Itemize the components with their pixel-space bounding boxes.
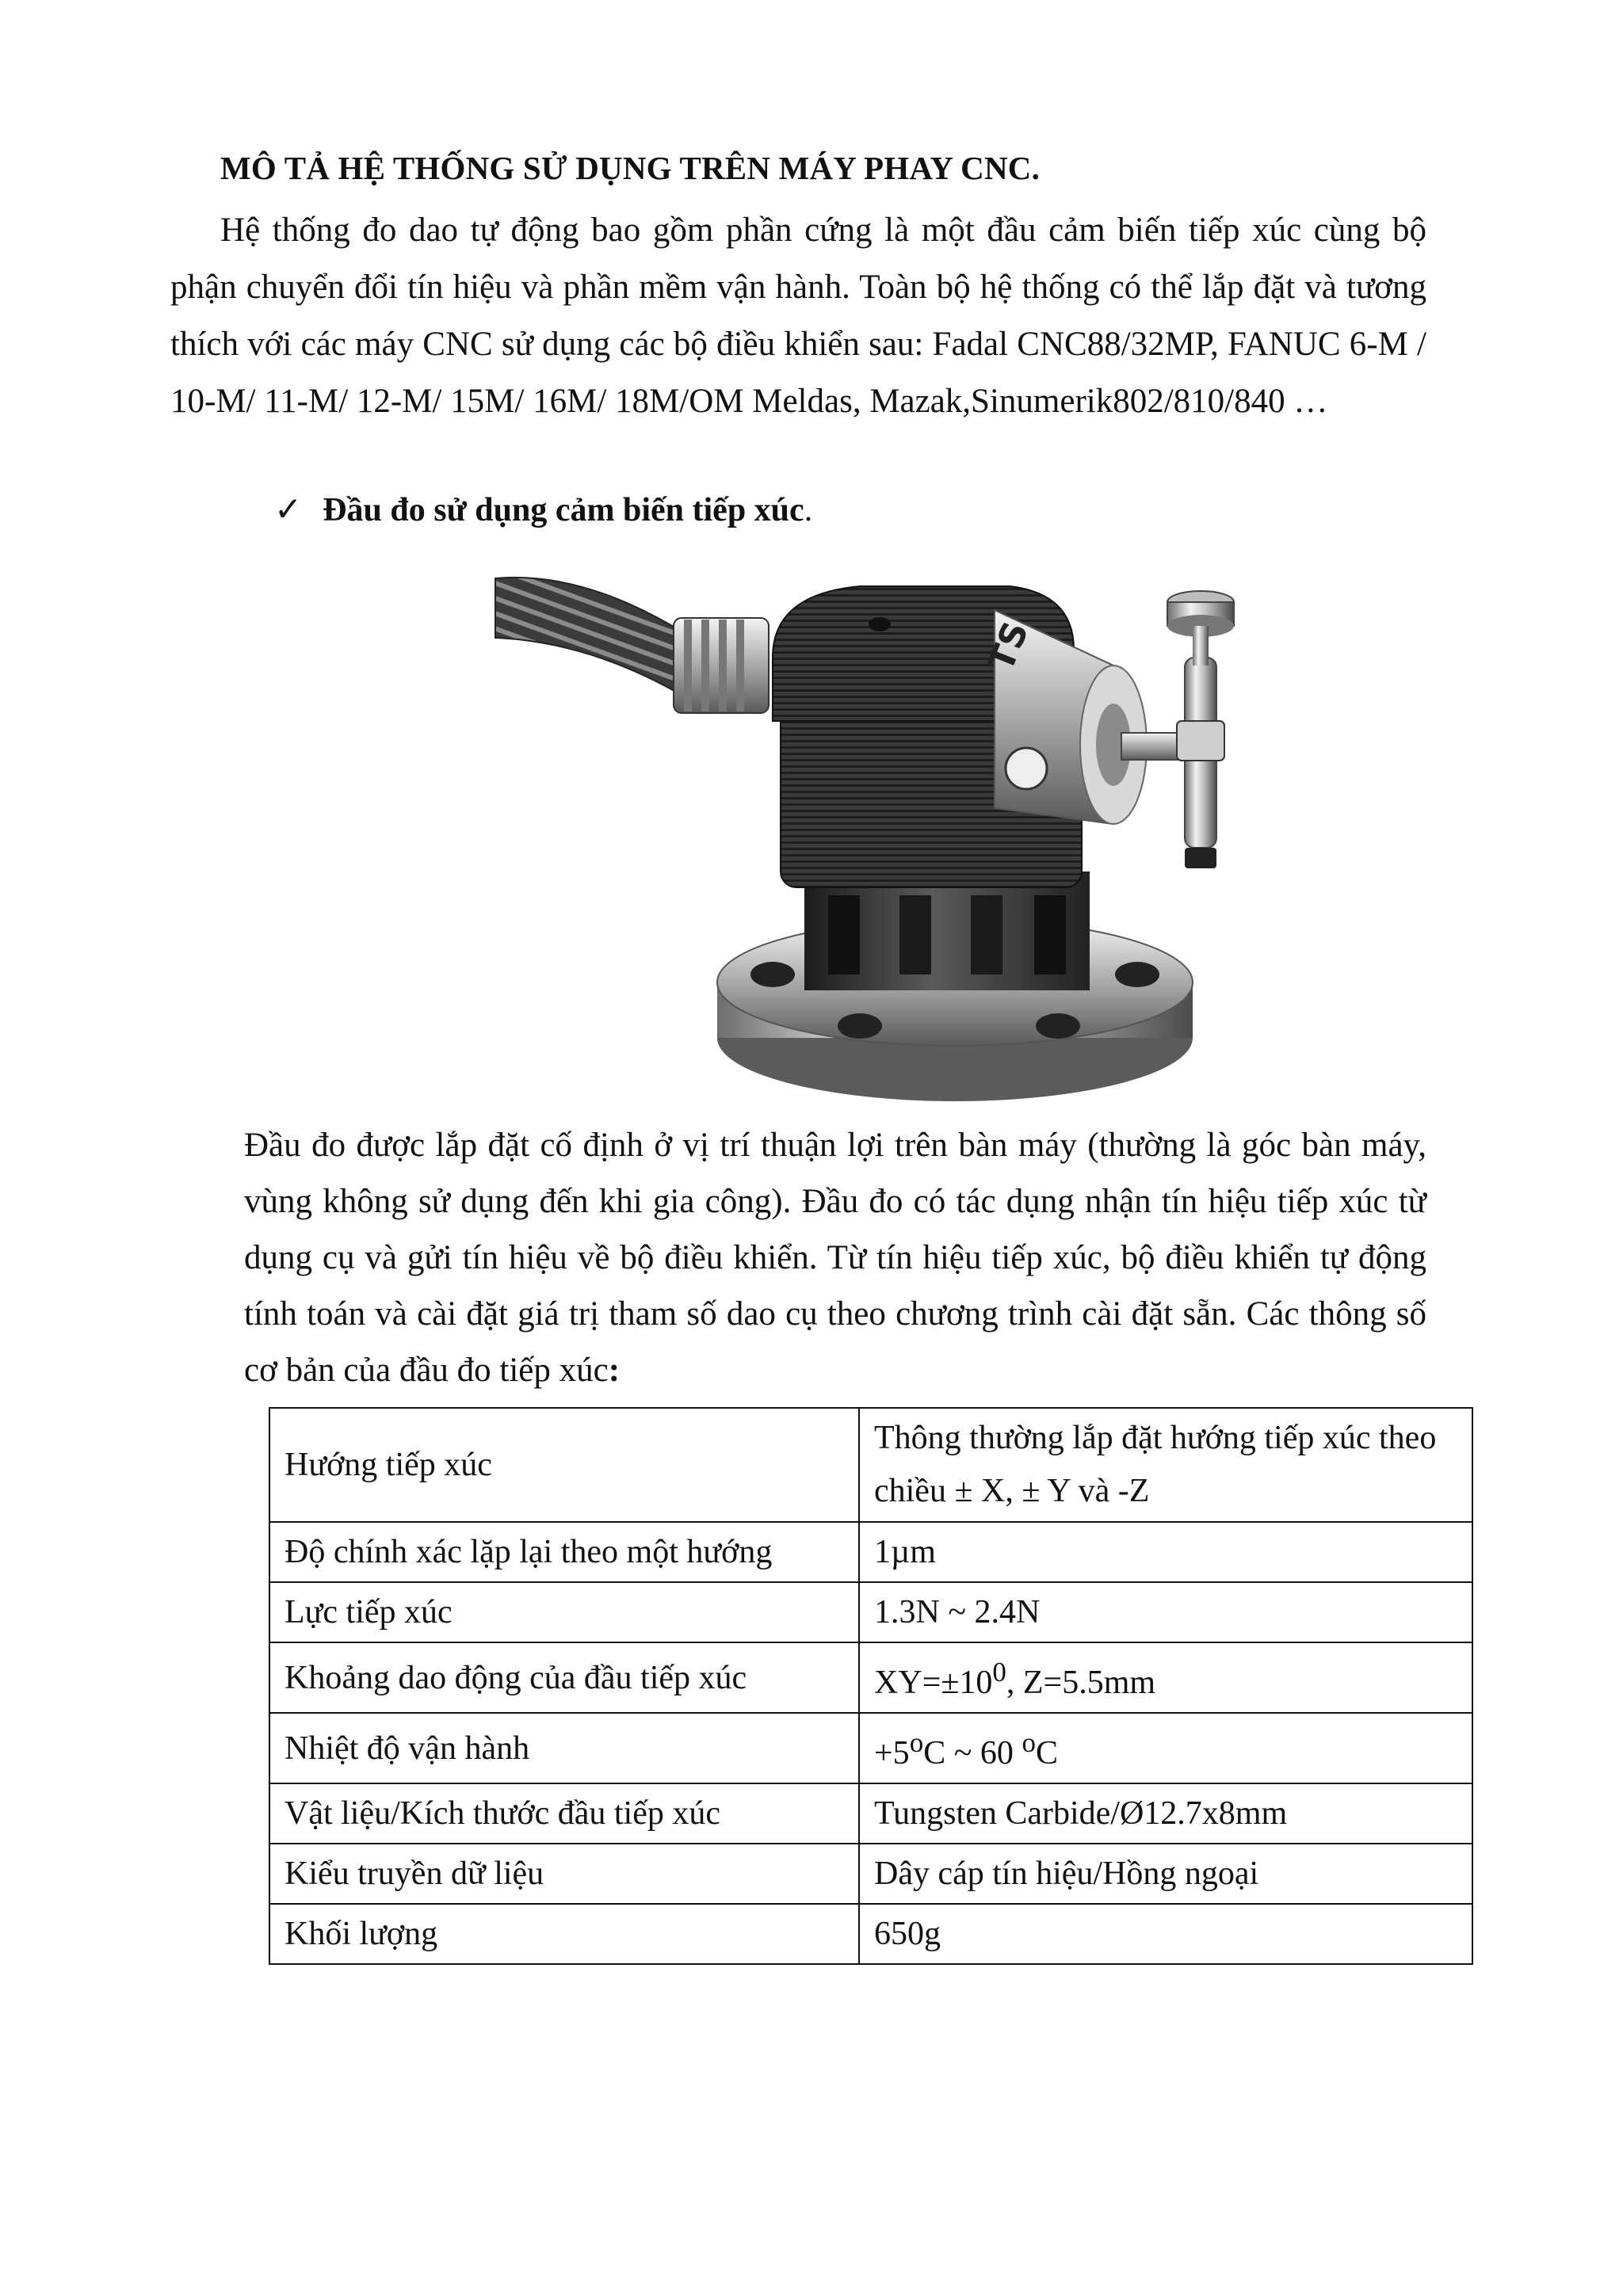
spec-label: Nhiệt độ vận hành (269, 1713, 859, 1783)
spec-label: Kiểu truyền dữ liệu (269, 1844, 859, 1904)
spec-value (859, 1713, 1472, 1783)
spec-value-superscript: 0 (992, 1657, 1006, 1688)
spec-value: 1.3N ~ 2.4N (859, 1582, 1472, 1642)
specs-table (269, 1407, 1473, 1965)
spec-value-part: , Z=5.5mm (1006, 1665, 1156, 1701)
spec-label: Vật liệu/Kích thước đầu tiếp xúc (269, 1783, 859, 1844)
bullet-suffix: . (804, 492, 813, 528)
checkmark-icon: ✓ (274, 490, 303, 528)
bullet-text: Đầu đo sử dụng cảm biến tiếp xúc (323, 492, 804, 528)
spec-label: Lực tiếp xúc (269, 1582, 859, 1642)
description-colon: : (608, 1352, 621, 1389)
description-text: Đầu đo được lắp đặt cố định ở vị trí thuận lợi trên bàn máy (thường là góc bàn máy, vùng không sử dụng đến khi gia công). Đầu đo có tác dụng nhận tín hiệu tiếp xúc từ dụng cụ và gửi tín hiệu về bộ điều khiển. Từ tín hiệu tiếp xúc, bộ điều khiển tự động tính toán và cài đặt giá trị tham số dao cụ theo chương trình cài đặt sẵn. Các thông số cơ bản của đầu đo tiếp xúc (244, 1127, 1426, 1389)
spec-value-superscript: o (909, 1727, 924, 1758)
spec-label: Độ chính xác lặp lại theo một hướng (269, 1522, 859, 1582)
intro-paragraph (170, 202, 1426, 430)
description-paragraph (244, 1117, 1426, 1398)
bullet-item (274, 490, 812, 529)
table-row (269, 1783, 1472, 1844)
spec-value (859, 1642, 1472, 1713)
spec-label: Khoảng dao động của đầu tiếp xúc (269, 1642, 859, 1713)
spec-value-part: +5 (874, 1735, 910, 1772)
spec-value: Dây cáp tín hiệu/Hồng ngoại (859, 1844, 1472, 1904)
spec-label: Hướng tiếp xúc (269, 1408, 859, 1522)
spec-value: Tungsten Carbide/Ø12.7x8mm (859, 1783, 1472, 1844)
table-row (269, 1522, 1472, 1582)
intro-text: Hệ thống đo dao tự động bao gồm phần cứng là một đầu cảm biến tiếp xúc cùng bộ phận chuyển đổi tín hiệu và phần mềm vận hành. Toàn bộ hệ thống có thể lắp đặt và tương thích với các máy CNC sử dụng các bộ điều khiển sau: Fadal CNC88/32MP, FANUC 6-M / 10-M/ 11-M/ 12-M/ 15M/ 16M/ 18M/OM Meldas, Mazak,Sinumerik802/810/840 … (170, 212, 1426, 420)
table-row (269, 1642, 1472, 1713)
table-row (269, 1582, 1472, 1642)
table-row (269, 1408, 1472, 1522)
spec-value: 1µm (859, 1522, 1472, 1582)
touch-probe-image (487, 563, 1272, 1117)
section-heading: MÔ TẢ HỆ THỐNG SỬ DỤNG TRÊN MÁY PHAY CNC. (220, 150, 1041, 186)
spec-value: 650g (859, 1904, 1472, 1964)
spec-value: Thông thường lắp đặt hướng tiếp xúc theo chiều ± X, ± Y và -Z (859, 1408, 1472, 1522)
table-row (269, 1844, 1472, 1904)
spec-value-part: XY=±10 (874, 1665, 993, 1701)
spec-label: Khối lượng (269, 1904, 859, 1964)
spec-value-superscript: o (1022, 1727, 1036, 1758)
spec-value-part: C (1035, 1735, 1058, 1772)
spec-value-part: C ~ 60 (923, 1735, 1022, 1772)
table-row (269, 1904, 1472, 1964)
probe-brand-label: TS (980, 616, 1037, 677)
table-row (269, 1713, 1472, 1783)
